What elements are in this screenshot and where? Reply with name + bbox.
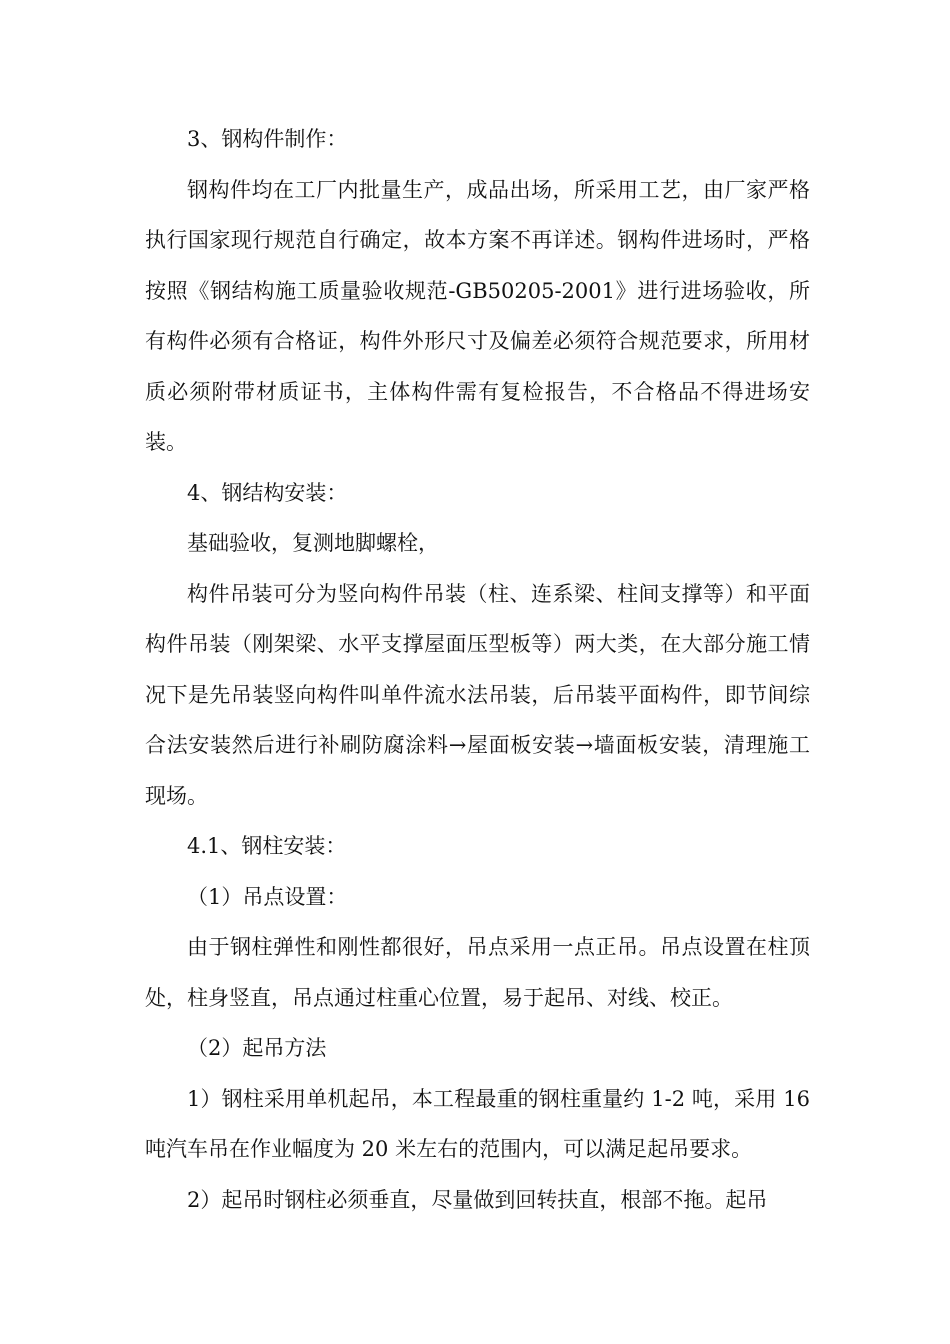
document-body xyxy=(145,114,810,1225)
item-heading-lifting-point: （1）吊点设置： xyxy=(187,884,348,909)
item-heading-lifting-method: （2）起吊方法 xyxy=(187,1036,327,1060)
paragraph-foundation-check: 基础验收，复测地脚螺栓， xyxy=(187,531,439,555)
subsection-heading-column-installation: 4.1、钢柱安装： xyxy=(187,834,347,858)
paragraph-single-crane: 1）钢柱采用单机起吊，本工程最重的钢柱重量约 1-2 吨，采用 16 吨汽车吊在作业幅度为 20 米左右的范围内，可以满足起吊要求。 xyxy=(145,1086,810,1161)
section-heading-steel-installation: 4、钢结构安装： xyxy=(187,480,348,505)
paragraph-fabrication-details: 钢构件均在工厂内批量生产，成品出场，所采用工艺，由厂家严格执行国家现行规范自行确定，故本方案不再详述。钢构件进场时，严格按照《钢结构施工质量验收规范-GB50205-2001》进行进场验收，所有构件必须有合格证，构件外形尺寸及偏差必须符合规范要求，所用材质必须附带材质证书，主体构件需有复检报告，不合格品不得进场安装。 xyxy=(145,177,810,454)
paragraph-lifting-point: 由于钢柱弹性和刚性都很好，吊点采用一点正吊。吊点设置在柱顶处，柱身竖直，吊点通过柱重心位置，易于起吊、对线、校正。 xyxy=(145,935,810,1010)
paragraph-lifting-method: 构件吊装可分为竖向构件吊装（柱、连系梁、柱间支撑等）和平面构件吊装（刚架梁、水平支撑屋面压型板等）两大类，在大部分施工情况下是先吊装竖向构件叫单件流水法吊装，后吊装平面构件，即节间综合法安装然后进行补刷防腐涂料→屋面板安装→墙面板安装，清理施工现场。 xyxy=(145,581,810,808)
section-heading-steel-fabrication: 3、钢构件制作： xyxy=(187,127,348,151)
paragraph-vertical-lift: 2）起吊时钢柱必须垂直，尽量做到回转扶直，根部不拖。起吊 xyxy=(187,1187,768,1212)
